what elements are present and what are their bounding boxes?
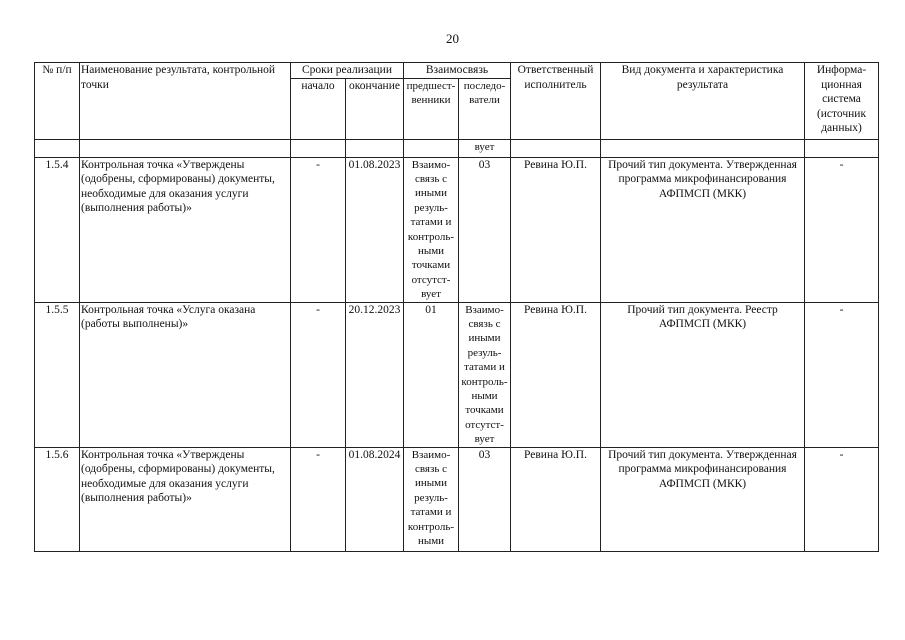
- row-responsible: Ревина Ю.П.: [511, 157, 601, 302]
- header-predecessors: предшест-венники: [404, 78, 459, 139]
- row-num: 1.5.6: [35, 447, 80, 551]
- row-num: 1.5.5: [35, 302, 80, 447]
- header-relation: Взаимосвязь: [404, 63, 511, 79]
- row-name: Контрольная точка «Услуга оказана (работы выполнены)»: [80, 302, 291, 447]
- header-start: начало: [291, 78, 346, 139]
- row-info-system: -: [805, 447, 879, 551]
- row-start: -: [291, 302, 346, 447]
- row-start: -: [291, 447, 346, 551]
- header-row-top: [35, 63, 879, 79]
- header-num: № п/п: [35, 63, 80, 140]
- header-terms: Сроки реализации: [291, 63, 404, 79]
- row-responsible: Ревина Ю.П.: [511, 302, 601, 447]
- header-doc-type: Вид документа и характеристика результата: [601, 63, 805, 140]
- row-end: 20.12.2023: [346, 302, 404, 447]
- continuation-successors: вует: [459, 139, 511, 157]
- row-start: -: [291, 157, 346, 302]
- table-row: [35, 157, 879, 302]
- plan-table: [34, 62, 879, 552]
- row-predecessors: Взаимо-связь с иными резуль-татами и контроль-ными точками отсутст-вует: [404, 157, 459, 302]
- row-successors: 03: [459, 157, 511, 302]
- header-responsible: Ответственный исполнитель: [511, 63, 601, 140]
- continuation-row: [35, 139, 879, 157]
- header-successors: последо-ватели: [459, 78, 511, 139]
- table-row: [35, 302, 879, 447]
- row-doc-type: Прочий тип документа. Утвержденная программа микрофинансирования АФПМСП (МКК): [601, 157, 805, 302]
- header-info-system: Информа-ционная система (источник данных): [805, 63, 879, 140]
- page-number: 20: [446, 31, 459, 46]
- row-doc-type: Прочий тип документа. Реестр АФПМСП (МКК): [601, 302, 805, 447]
- table-row: [35, 447, 879, 551]
- row-num: 1.5.4: [35, 157, 80, 302]
- header-name: Наименование результата, контрольной точки: [80, 63, 291, 140]
- row-end: 01.08.2023: [346, 157, 404, 302]
- row-name: Контрольная точка «Утверждены (одобрены, сформированы) документы, необходимые для оказания услуги (выполнения работы)»: [80, 447, 291, 551]
- row-successors: Взаимо-связь с иными резуль-татами и контроль-ными точками отсутст-вует: [459, 302, 511, 447]
- row-predecessors: 01: [404, 302, 459, 447]
- row-predecessors: Взаимо-связь с иными резуль-татами и контроль-ными: [404, 447, 459, 551]
- row-end: 01.08.2024: [346, 447, 404, 551]
- row-info-system: -: [805, 302, 879, 447]
- row-doc-type: Прочий тип документа. Утвержденная программа микрофинансирования АФПМСП (МКК): [601, 447, 805, 551]
- row-responsible: Ревина Ю.П.: [511, 447, 601, 551]
- row-name: Контрольная точка «Утверждены (одобрены, сформированы) документы, необходимые для оказания услуги (выполнения работы)»: [80, 157, 291, 302]
- row-info-system: -: [805, 157, 879, 302]
- header-end: окончание: [346, 78, 404, 139]
- row-successors: 03: [459, 447, 511, 551]
